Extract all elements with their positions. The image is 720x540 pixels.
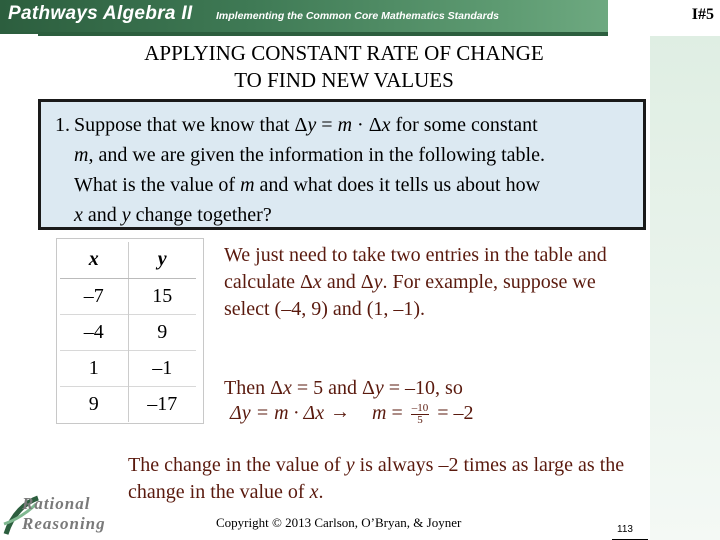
question-box — [38, 99, 646, 230]
equals-sign: = — [386, 402, 408, 424]
fraction-denominator: 5 — [417, 413, 423, 426]
explanation-paragraph-2 — [224, 377, 634, 400]
question-line-3 — [74, 170, 642, 200]
explanation-segment: We just need to take two entries in the table and calculate Δ — [224, 244, 607, 293]
question-line-4 — [74, 200, 642, 230]
variable-y: y — [121, 204, 131, 226]
conclusion-text — [128, 452, 628, 506]
question-segment: , and we are given the information in the following table. — [88, 144, 545, 166]
variable-x: x — [74, 204, 83, 226]
table-row — [60, 350, 196, 386]
left-margin — [0, 34, 38, 496]
explanation-segment: Then Δ — [224, 377, 283, 399]
slide-title-line-1: APPLYING CONSTANT RATE OF CHANGE — [144, 41, 544, 65]
variable-m: m — [74, 144, 89, 166]
variable-y: y — [374, 377, 384, 399]
rational-reasoning-logo — [2, 492, 130, 538]
question-segment: Suppose that we know that — [74, 114, 295, 136]
explanation-segment: = –10, so — [383, 377, 463, 399]
conclusion-segment: is always –2 times as large as the change in the value of — [128, 454, 625, 503]
variable-m: m — [372, 402, 387, 424]
variable-x: x — [309, 481, 319, 503]
variable-x: x — [282, 377, 292, 399]
table-row — [60, 314, 196, 350]
table-cell-y: 9 — [128, 314, 196, 350]
fraction — [411, 403, 430, 426]
xy-table — [60, 242, 196, 422]
table-row — [60, 278, 196, 314]
question-text — [74, 110, 642, 230]
explanation-segment: . For example, suppose we select (–4, 9) and (1, –1). — [224, 271, 596, 320]
question-segment: for some constant — [390, 114, 538, 136]
slope-result: = –2 — [432, 402, 474, 424]
question-number: 1. — [55, 114, 70, 136]
question-segment: and what does it tells us about how — [254, 174, 541, 196]
variable-x: x — [381, 114, 391, 136]
slide-title — [38, 40, 650, 94]
table-header-row — [60, 242, 196, 278]
variable-m: m — [240, 174, 255, 196]
question-segment: · Δ — [352, 114, 382, 136]
question-line-2 — [74, 140, 642, 170]
explanation-paragraph-1 — [224, 242, 634, 323]
question-segment: = — [316, 114, 338, 136]
variable-m: m — [337, 114, 353, 136]
course-title: Pathways Algebra II — [8, 3, 193, 24]
course-subtitle: Implementing the Common Core Mathematics Standards — [216, 10, 499, 22]
variable-y: y — [345, 454, 355, 476]
table-header-x: x — [60, 242, 128, 278]
implies-arrow: → — [330, 401, 350, 423]
table-cell-x: 1 — [60, 350, 128, 386]
table-cell-x: –7 — [60, 278, 128, 314]
logo-line-2: Reasoning — [22, 514, 106, 533]
table-row — [60, 386, 196, 422]
table-header-y: y — [128, 242, 196, 278]
conclusion-segment: The change in the value of — [128, 454, 346, 476]
page-number: 113 — [617, 524, 633, 535]
delta-symbol: Δ — [294, 114, 308, 136]
conclusion-segment: . — [318, 481, 324, 503]
explanation-segment: = 5 and Δ — [291, 377, 375, 399]
question-segment: What is the value of — [74, 174, 241, 196]
question-line-1 — [74, 110, 642, 140]
rate-equation: Δy = m · Δx — [230, 402, 325, 424]
table-cell-x: –4 — [60, 314, 128, 350]
variable-y: y — [307, 114, 317, 136]
variable-x: x — [312, 271, 322, 293]
fraction-numerator: –10 — [411, 401, 429, 414]
explanation-segment: and Δ — [321, 271, 374, 293]
slide-code-tab — [608, 0, 720, 34]
right-margin — [650, 36, 720, 540]
copyright-notice: Copyright © 2013 Carlson, O’Bryan, & Joyner — [216, 515, 462, 530]
table-cell-y: –17 — [128, 386, 196, 422]
table-cell-y: 15 — [128, 278, 196, 314]
table-cell-y: –1 — [128, 350, 196, 386]
variable-y: y — [373, 271, 383, 293]
question-segment: and — [82, 204, 122, 226]
table-cell-x: 9 — [60, 386, 128, 422]
logo-line-1: Rational — [22, 494, 91, 513]
slope-calculation — [372, 402, 474, 426]
slide-title-line-2: TO FIND NEW VALUES — [234, 68, 454, 92]
slide-code: I#5 — [691, 6, 714, 23]
question-segment: change together? — [130, 204, 272, 226]
